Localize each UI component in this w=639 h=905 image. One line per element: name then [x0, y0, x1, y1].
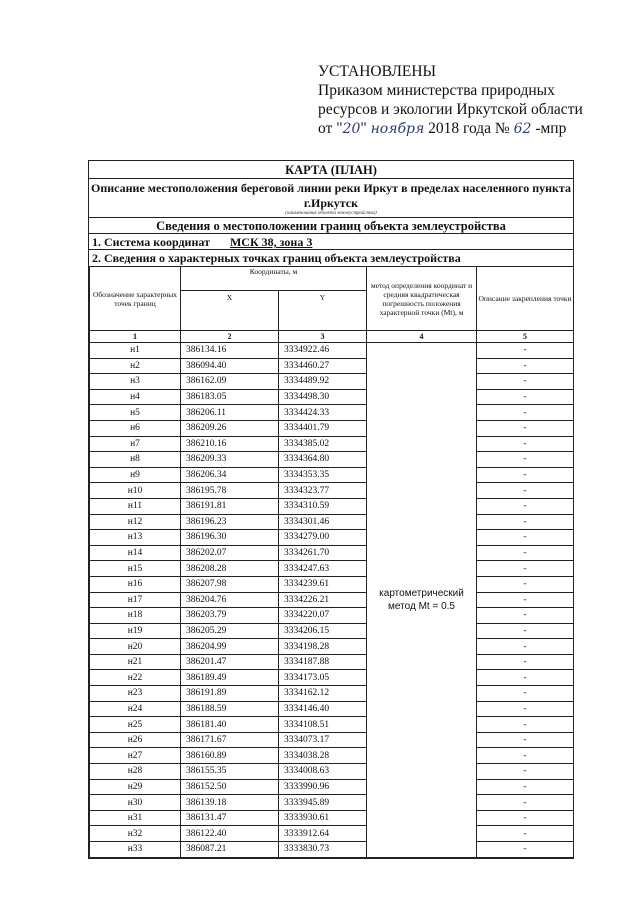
fixing-cell: -: [477, 732, 574, 748]
y-coordinate-cell: 3334922.46: [279, 343, 367, 359]
header-coords: Координаты, м: [181, 267, 367, 291]
x-coordinate-cell: 386155.35: [181, 764, 279, 780]
x-coordinate-cell: 386181.40: [181, 717, 279, 733]
fixing-cell: -: [477, 436, 574, 452]
y-coordinate-cell: 3334108.51: [279, 717, 367, 733]
approval-title: УСТАНОВЛЕНЫ: [318, 63, 437, 80]
table-row: [90, 639, 574, 655]
table-row: [90, 576, 574, 592]
x-coordinate-cell: 386195.78: [181, 483, 279, 499]
point-name-cell: н27: [90, 748, 181, 764]
x-coordinate-cell: 386094.40: [181, 358, 279, 374]
table-row: [90, 436, 574, 452]
approval-stamp: [318, 62, 583, 139]
point-name-cell: н9: [90, 467, 181, 483]
table-row: [90, 670, 574, 686]
table-row: [90, 701, 574, 717]
point-name-cell: н10: [90, 483, 181, 499]
x-coordinate-cell: 386209.33: [181, 452, 279, 468]
x-coordinate-cell: 386207.98: [181, 576, 279, 592]
x-coordinate-cell: 386171.67: [181, 732, 279, 748]
table-row: [90, 483, 574, 499]
point-name-cell: н24: [90, 701, 181, 717]
y-coordinate-cell: 3334247.63: [279, 561, 367, 577]
y-coordinate-cell: 3333830.73: [279, 842, 367, 858]
points-table: [89, 266, 574, 858]
x-coordinate-cell: 386139.18: [181, 795, 279, 811]
y-coordinate-cell: 3334038.28: [279, 748, 367, 764]
table-row: [90, 810, 574, 826]
point-name-cell: н15: [90, 561, 181, 577]
y-coordinate-cell: 3334198.28: [279, 639, 367, 655]
point-name-cell: н5: [90, 405, 181, 421]
table-row: [90, 826, 574, 842]
section-title: Сведения о местоположении границ объекта землеустройства: [89, 218, 573, 234]
point-name-cell: н14: [90, 545, 181, 561]
point-name-cell: н25: [90, 717, 181, 733]
date-mid: ": [360, 120, 367, 137]
x-coordinate-cell: 386134.16: [181, 343, 279, 359]
order-number: 62: [513, 121, 532, 137]
x-coordinate-cell: 386206.11: [181, 405, 279, 421]
table-row: [90, 623, 574, 639]
fixing-cell: -: [477, 374, 574, 390]
table-row: [90, 530, 574, 546]
point-name-cell: н32: [90, 826, 181, 842]
y-coordinate-cell: 3334187.88: [279, 654, 367, 670]
table-row: [90, 374, 574, 390]
col-number: 3: [279, 331, 367, 343]
coord-system-value: МСК 38, зона 3: [229, 235, 313, 249]
y-coordinate-cell: 3334424.33: [279, 405, 367, 421]
x-coordinate-cell: 386196.23: [181, 514, 279, 530]
y-coordinate-cell: 3334226.21: [279, 592, 367, 608]
description-note: (наименование объекта землеустройства): [285, 211, 377, 216]
header-y: Y: [279, 291, 367, 331]
table-row: [90, 717, 574, 733]
y-coordinate-cell: 3334323.77: [279, 483, 367, 499]
fixing-cell: -: [477, 358, 574, 374]
fixing-cell: -: [477, 654, 574, 670]
approval-line-3: ресурсов и экологии Иркутской области: [318, 101, 583, 118]
col-number: 5: [477, 331, 574, 343]
point-name-cell: н11: [90, 498, 181, 514]
fixing-cell: -: [477, 592, 574, 608]
x-coordinate-cell: 386131.47: [181, 810, 279, 826]
x-coordinate-cell: 386208.28: [181, 561, 279, 577]
fixing-cell: -: [477, 452, 574, 468]
fixing-cell: -: [477, 343, 574, 359]
x-coordinate-cell: 386204.99: [181, 639, 279, 655]
x-coordinate-cell: 386202.07: [181, 545, 279, 561]
map-plan-sheet: [88, 160, 574, 859]
point-name-cell: н29: [90, 779, 181, 795]
point-name-cell: н26: [90, 732, 181, 748]
date-month: ноября: [370, 121, 425, 137]
doc-description: [89, 179, 573, 218]
point-name-cell: н17: [90, 592, 181, 608]
coord-system-line: [89, 234, 573, 250]
x-coordinate-cell: 386191.89: [181, 686, 279, 702]
point-name-cell: н8: [90, 452, 181, 468]
fixing-cell: -: [477, 405, 574, 421]
fixing-cell: -: [477, 514, 574, 530]
point-name-cell: н3: [90, 374, 181, 390]
table-row: [90, 514, 574, 530]
fixing-cell: -: [477, 779, 574, 795]
point-name-cell: н6: [90, 420, 181, 436]
column-numbers-row: [90, 331, 574, 343]
y-coordinate-cell: 3334146.40: [279, 701, 367, 717]
point-name-cell: н20: [90, 639, 181, 655]
fixing-cell: -: [477, 810, 574, 826]
date-prefix: от ": [318, 120, 343, 137]
point-name-cell: н2: [90, 358, 181, 374]
fixing-cell: -: [477, 639, 574, 655]
point-name-cell: н21: [90, 654, 181, 670]
order-suffix: -мпр: [535, 120, 567, 137]
table-row: [90, 608, 574, 624]
table-row: [90, 842, 574, 858]
y-coordinate-cell: 3334353.35: [279, 467, 367, 483]
header-method: метод определения координат и средняя квадратическая погрешность положения характерной точки (Mt), м: [367, 267, 477, 331]
method-cell: картометрический метод Mt = 0.5: [367, 343, 477, 858]
x-coordinate-cell: 386087.21: [181, 842, 279, 858]
x-coordinate-cell: 386201.47: [181, 654, 279, 670]
date-year: 2018 года №: [428, 120, 510, 137]
y-coordinate-cell: 3334489.92: [279, 374, 367, 390]
point-name-cell: н7: [90, 436, 181, 452]
fixing-cell: -: [477, 483, 574, 499]
x-coordinate-cell: 386188.59: [181, 701, 279, 717]
y-coordinate-cell: 3334162.12: [279, 686, 367, 702]
fixing-cell: -: [477, 623, 574, 639]
table-row: [90, 389, 574, 405]
fixing-cell: -: [477, 576, 574, 592]
point-name-cell: н16: [90, 576, 181, 592]
table-row: [90, 358, 574, 374]
fixing-cell: -: [477, 608, 574, 624]
table-row: [90, 592, 574, 608]
y-coordinate-cell: 3334301.46: [279, 514, 367, 530]
header-x: X: [181, 291, 279, 331]
point-name-cell: н13: [90, 530, 181, 546]
point-name-cell: н23: [90, 686, 181, 702]
approval-line-2: Приказом министерства природных: [318, 82, 555, 99]
table-row: [90, 545, 574, 561]
y-coordinate-cell: 3334239.61: [279, 576, 367, 592]
fixing-cell: -: [477, 498, 574, 514]
fixing-cell: -: [477, 467, 574, 483]
table-row: [90, 405, 574, 421]
header-fixing: Описание закрепления точки: [477, 267, 574, 331]
point-name-cell: н33: [90, 842, 181, 858]
point-name-cell: н1: [90, 343, 181, 359]
y-coordinate-cell: 3334385.02: [279, 436, 367, 452]
x-coordinate-cell: 386189.49: [181, 670, 279, 686]
y-coordinate-cell: 3334073.17: [279, 732, 367, 748]
y-coordinate-cell: 3334401.79: [279, 420, 367, 436]
y-coordinate-cell: 3334364.80: [279, 452, 367, 468]
description-text: Описание местоположения береговой линии реки Иркут в пределах населенного пункта г.Иркутск: [91, 181, 571, 210]
point-name-cell: н19: [90, 623, 181, 639]
y-coordinate-cell: 3334279.00: [279, 530, 367, 546]
date-day: 20: [342, 121, 361, 137]
fixing-cell: -: [477, 748, 574, 764]
point-name-cell: н22: [90, 670, 181, 686]
fixing-cell: -: [477, 530, 574, 546]
y-coordinate-cell: 3333912.64: [279, 826, 367, 842]
fixing-cell: -: [477, 826, 574, 842]
x-coordinate-cell: 386206.34: [181, 467, 279, 483]
table-row: [90, 764, 574, 780]
x-coordinate-cell: 386203.79: [181, 608, 279, 624]
point-name-cell: н12: [90, 514, 181, 530]
table-row: [90, 420, 574, 436]
fixing-cell: -: [477, 545, 574, 561]
fixing-cell: -: [477, 701, 574, 717]
table-row: [90, 343, 574, 359]
doc-title: КАРТА (ПЛАН): [89, 161, 573, 179]
col-number: 2: [181, 331, 279, 343]
x-coordinate-cell: 386152.50: [181, 779, 279, 795]
coord-system-label: 1. Система координат: [92, 235, 210, 249]
point-name-cell: н18: [90, 608, 181, 624]
fixing-cell: -: [477, 686, 574, 702]
fixing-cell: -: [477, 670, 574, 686]
x-coordinate-cell: 386122.40: [181, 826, 279, 842]
col-number: 4: [367, 331, 477, 343]
table-row: [90, 561, 574, 577]
y-coordinate-cell: 3334460.27: [279, 358, 367, 374]
table-row: [90, 452, 574, 468]
x-coordinate-cell: 386191.81: [181, 498, 279, 514]
x-coordinate-cell: 386209.26: [181, 420, 279, 436]
fixing-cell: -: [477, 561, 574, 577]
y-coordinate-cell: 3334206.15: [279, 623, 367, 639]
fixing-cell: -: [477, 420, 574, 436]
fixing-cell: -: [477, 842, 574, 858]
point-name-cell: н31: [90, 810, 181, 826]
fixing-cell: -: [477, 389, 574, 405]
x-coordinate-cell: 386204.76: [181, 592, 279, 608]
table-row: [90, 748, 574, 764]
y-coordinate-cell: 3334310.59: [279, 498, 367, 514]
header-point: Обозначение характерных точек границ: [90, 267, 181, 331]
fixing-cell: -: [477, 717, 574, 733]
y-coordinate-cell: 3334173.05: [279, 670, 367, 686]
x-coordinate-cell: 386196.30: [181, 530, 279, 546]
table-row: [90, 732, 574, 748]
x-coordinate-cell: 386210.16: [181, 436, 279, 452]
y-coordinate-cell: 3334498.30: [279, 389, 367, 405]
table-row: [90, 686, 574, 702]
fixing-cell: -: [477, 764, 574, 780]
fixing-cell: -: [477, 795, 574, 811]
x-coordinate-cell: 386183.05: [181, 389, 279, 405]
y-coordinate-cell: 3334008.63: [279, 764, 367, 780]
points-heading: 2. Сведения о характерных точках границ объекта землеустройства: [92, 251, 461, 265]
y-coordinate-cell: 3334261.70: [279, 545, 367, 561]
point-name-cell: н28: [90, 764, 181, 780]
y-coordinate-cell: 3333990.96: [279, 779, 367, 795]
point-name-cell: н4: [90, 389, 181, 405]
y-coordinate-cell: 3334220.07: [279, 608, 367, 624]
approval-date-line: [318, 119, 583, 139]
table-row: [90, 467, 574, 483]
x-coordinate-cell: 386205.29: [181, 623, 279, 639]
y-coordinate-cell: 3333930.61: [279, 810, 367, 826]
col-number: 1: [90, 331, 181, 343]
table-row: [90, 498, 574, 514]
table-row: [90, 654, 574, 670]
x-coordinate-cell: 386162.09: [181, 374, 279, 390]
point-name-cell: н30: [90, 795, 181, 811]
y-coordinate-cell: 3333945.89: [279, 795, 367, 811]
x-coordinate-cell: 386160.89: [181, 748, 279, 764]
table-row: [90, 779, 574, 795]
table-row: [90, 795, 574, 811]
